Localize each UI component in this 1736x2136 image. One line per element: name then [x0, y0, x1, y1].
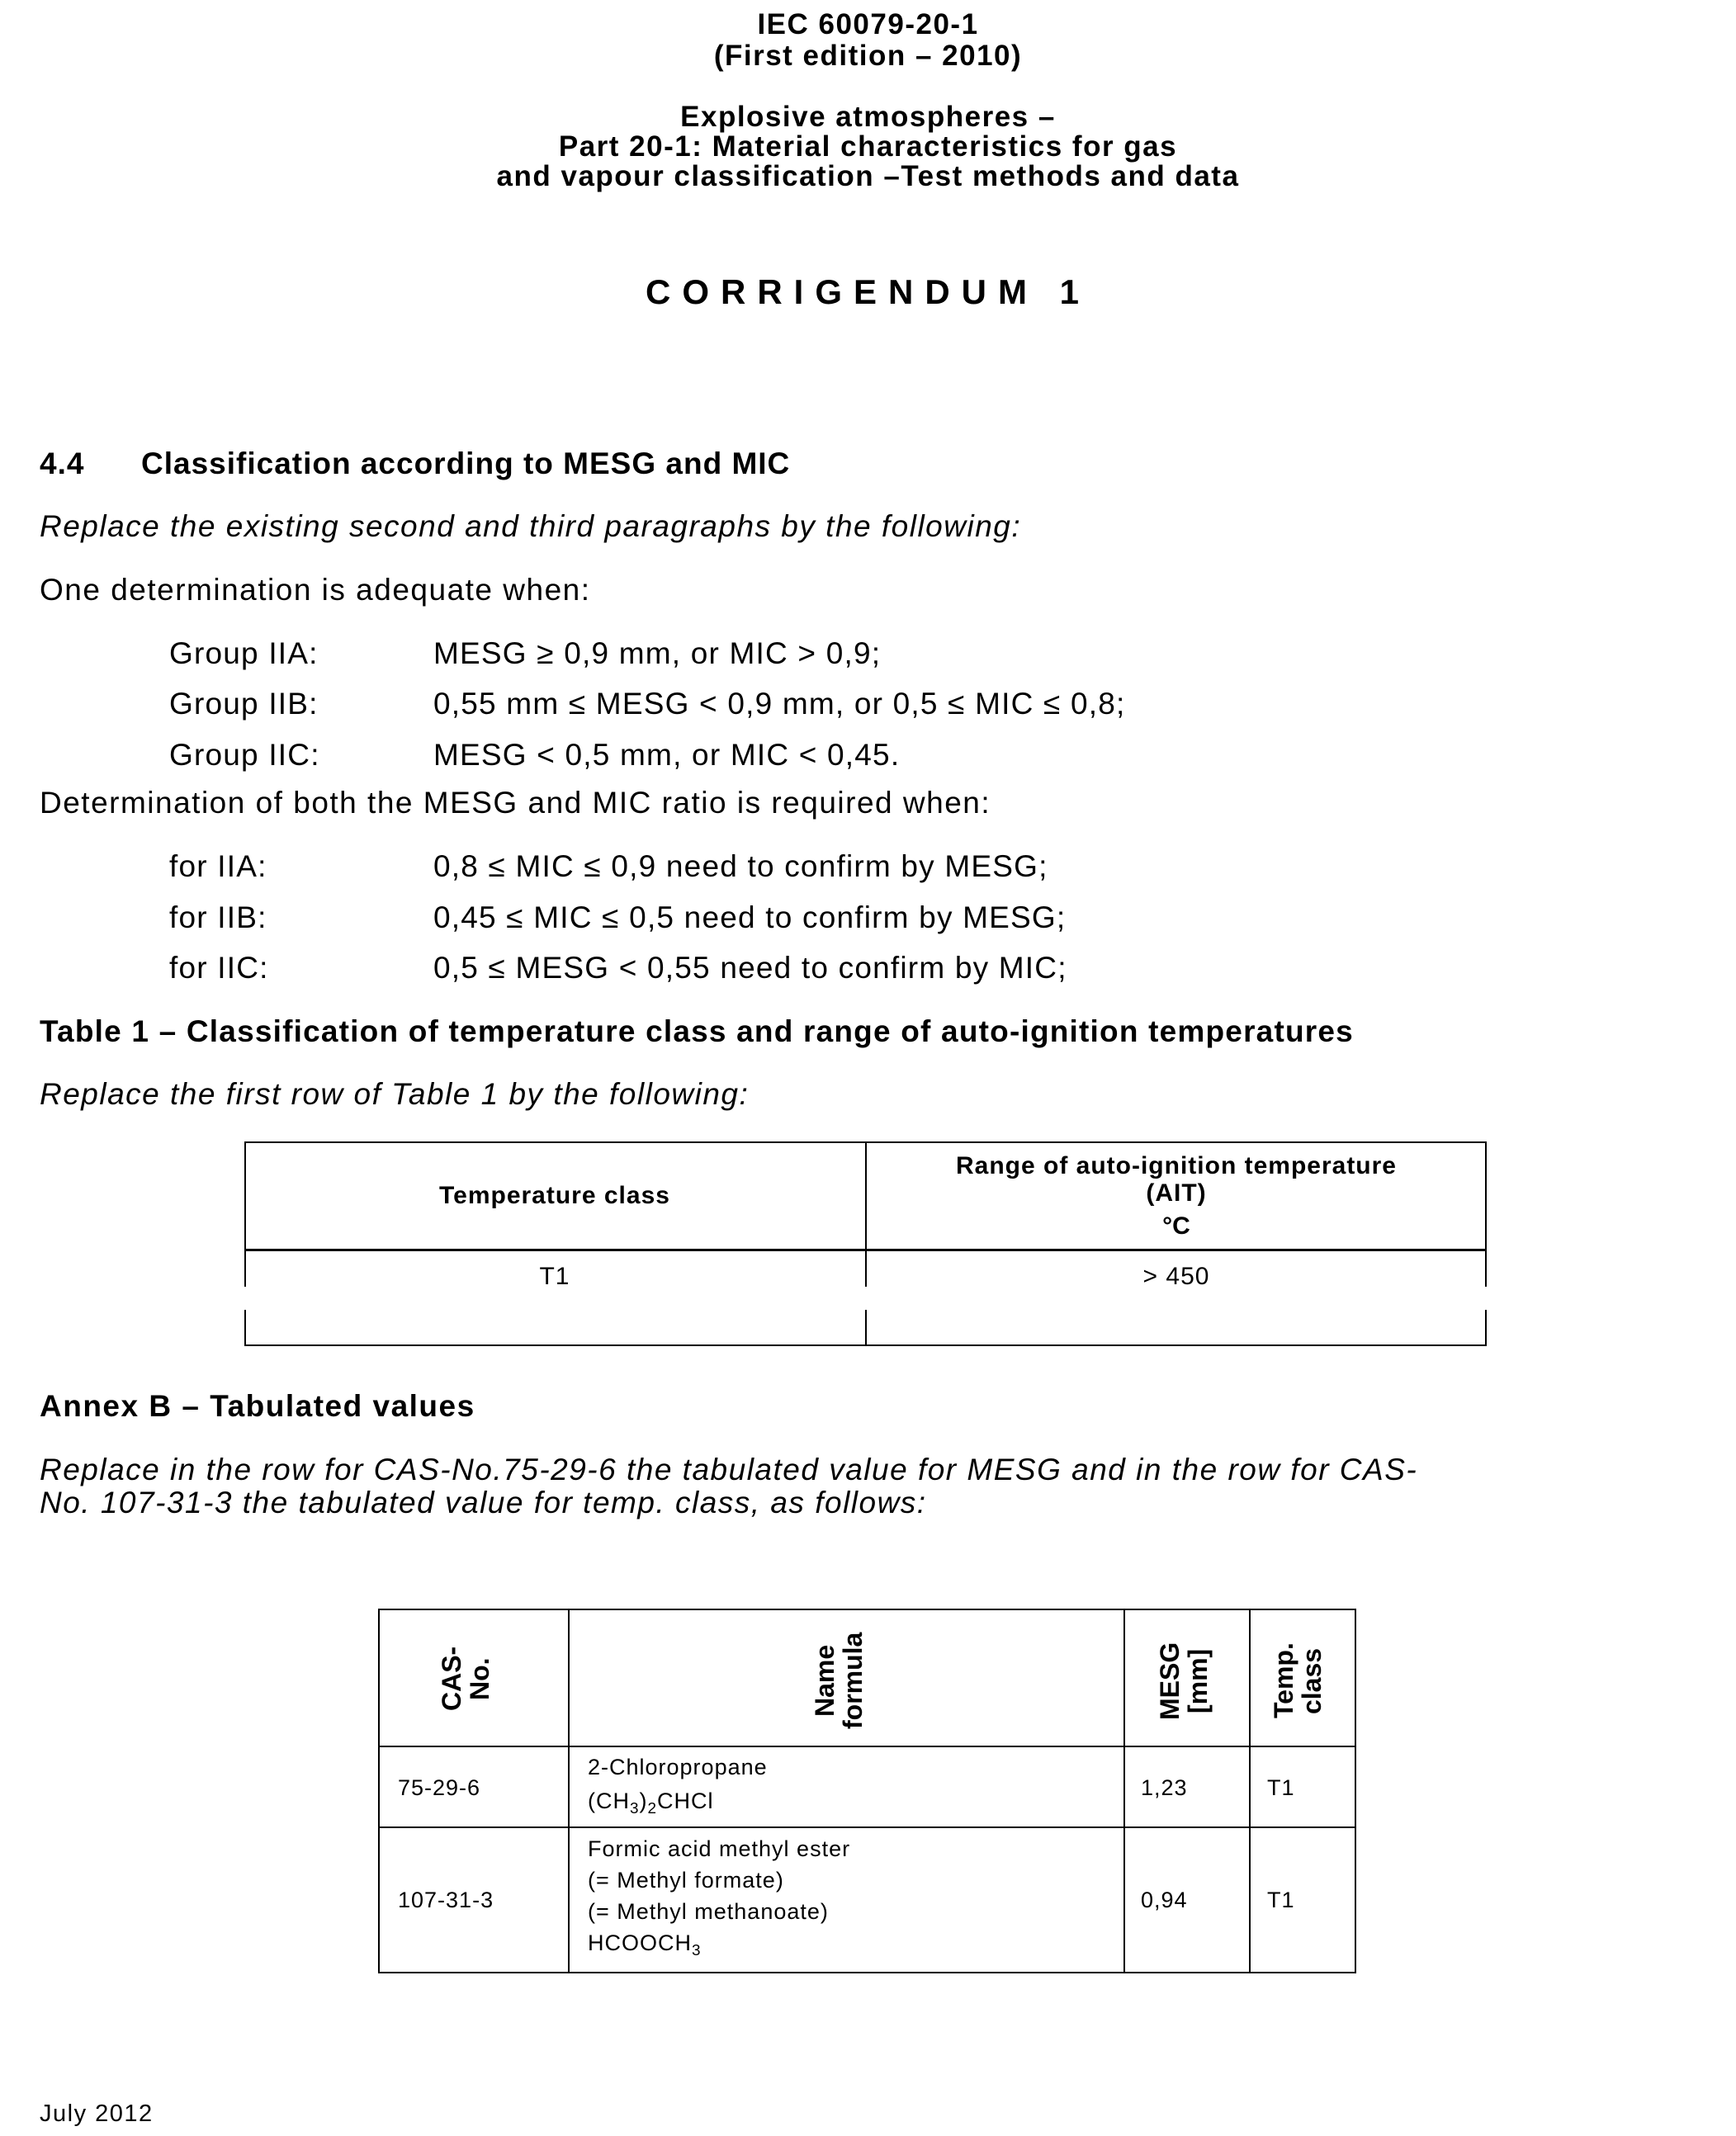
column-header-name-line-1: Name — [810, 1644, 840, 1718]
column-header-ait: Range of auto-ignition temperature — [955, 1152, 1397, 1179]
group-condition: 0,55 mm ≤ MESG < 0,9 mm, or 0,5 ≤ MIC ≤ 0,8; — [433, 687, 1126, 721]
cell-synonym: (= Methyl methanoate) — [588, 1899, 829, 1924]
table-border — [1485, 1310, 1487, 1346]
cell-temp-class: T1 — [1267, 1775, 1295, 1800]
table-border — [380, 1826, 1355, 1828]
column-header-unit: °C — [1162, 1212, 1190, 1240]
column-header-temp-line-1: Temp. — [1269, 1642, 1298, 1719]
title-line-3: and vapour classification –Test methods and data — [496, 160, 1240, 192]
table-border — [244, 1310, 246, 1346]
cell-temperature-class: T1 — [539, 1263, 570, 1290]
column-header-cas-line-2: No. — [465, 1657, 494, 1700]
confirm-label: for IIB: — [169, 900, 267, 934]
column-header-mesg-line-1: MESG — [1155, 1642, 1185, 1720]
formula-subscript: 3 — [692, 1942, 702, 1959]
table-border — [865, 1310, 867, 1346]
cell-cas-number: 75-29-6 — [398, 1775, 481, 1800]
column-header-mesg — [1156, 1625, 1212, 1737]
table-border — [1249, 1610, 1251, 1972]
column-header-name-formula — [811, 1625, 867, 1737]
group-label: Group IIA: — [169, 636, 319, 670]
column-header-cas — [438, 1625, 494, 1732]
column-header-temperature-class: Temperature class — [439, 1182, 670, 1209]
footer-date: July 2012 — [40, 2101, 154, 2127]
cell-formula — [588, 1789, 714, 1818]
edition: (First edition – 2010) — [713, 40, 1023, 72]
cell-mesg: 0,94 — [1141, 1888, 1188, 1912]
annex-title: Annex B – Tabulated values — [40, 1389, 475, 1423]
column-header-temp-line-2: class — [1297, 1647, 1327, 1714]
formula-part: ) — [639, 1789, 648, 1813]
formula-part: CHCl — [657, 1789, 714, 1813]
formula-part: HCOOCH — [588, 1930, 692, 1955]
section-number: 4.4 — [40, 447, 85, 480]
column-header-name-line-2: formula — [838, 1632, 868, 1730]
group-label: Group IIC: — [169, 738, 320, 772]
formula-subscript: 2 — [647, 1800, 658, 1817]
temperature-class-table — [244, 1141, 1487, 1346]
table1-title: Table 1 – Classification of temperature class and range of auto-ignition temperatures — [40, 1014, 1354, 1048]
cell-cas-number: 107-31-3 — [398, 1888, 494, 1912]
section-instruction: Replace the existing second and third paragraphs by the following: — [40, 509, 1022, 543]
column-header-cas-line-1: CAS- — [437, 1646, 466, 1712]
table-border — [1123, 1610, 1125, 1972]
formula-part: (CH — [588, 1789, 630, 1813]
column-header-ait-abbrev: (AIT) — [1146, 1179, 1207, 1207]
confirm-label: for IIA: — [169, 849, 267, 883]
annex-instruction-line-2: No. 107-31-3 the tabulated value for temp. class, as follows: — [40, 1486, 927, 1519]
cell-formula — [588, 1930, 702, 1960]
cell-ait-range: > 450 — [1142, 1263, 1210, 1290]
confirm-condition: 0,5 ≤ MESG < 0,55 need to confirm by MIC; — [433, 951, 1067, 985]
group-condition: MESG ≥ 0,9 mm, or MIC > 0,9; — [433, 636, 882, 670]
one-determination-text: One determination is adequate when: — [40, 573, 591, 607]
confirm-label: for IIC: — [169, 951, 269, 985]
annex-instruction-line-1: Replace in the row for CAS-No.75-29-6 the tabulated value for MESG and in the row for CAS- — [40, 1453, 1418, 1486]
cell-substance-name: 2-Chloropropane — [588, 1755, 768, 1779]
cell-synonym: (= Methyl formate) — [588, 1868, 784, 1893]
both-required-text: Determination of both the MESG and MIC ratio is required when: — [40, 786, 991, 820]
table-border — [568, 1610, 570, 1972]
title-line-2: Part 20-1: Material characteristics for gas — [558, 130, 1178, 163]
confirm-condition: 0,8 ≤ MIC ≤ 0,9 need to confirm by MESG; — [433, 849, 1048, 883]
title-line-1: Explosive atmospheres – — [680, 101, 1056, 133]
cell-substance-name: Formic acid methyl ester — [588, 1836, 851, 1861]
standard-number: IEC 60079-20-1 — [757, 8, 979, 40]
group-condition: MESG < 0,5 mm, or MIC < 0,45. — [433, 738, 901, 772]
column-header-temp-class — [1270, 1625, 1326, 1737]
cell-mesg: 1,23 — [1141, 1775, 1188, 1800]
corrigendum-title: CORRIGENDUM 1 — [645, 272, 1091, 311]
group-label: Group IIB: — [169, 687, 319, 721]
table1-instruction: Replace the first row of Table 1 by the following: — [40, 1077, 750, 1111]
cell-temp-class: T1 — [1267, 1888, 1295, 1912]
table-border — [380, 1746, 1355, 1747]
annex-b-table — [378, 1609, 1356, 1973]
formula-subscript: 3 — [630, 1800, 640, 1817]
confirm-condition: 0,45 ≤ MIC ≤ 0,5 need to confirm by MESG; — [433, 900, 1067, 934]
section-title: Classification according to MESG and MIC — [141, 447, 791, 480]
column-header-mesg-line-2: [mm] — [1183, 1648, 1213, 1713]
